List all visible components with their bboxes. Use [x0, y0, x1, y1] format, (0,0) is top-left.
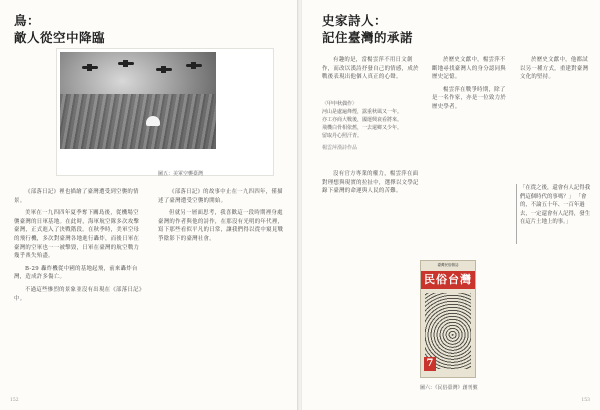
paragraph: 沒有官方專業的權力，楊雲萍在面對理想與現實的拉扯中，選擇以文學記錄下臺灣的命運與人民的苦難。	[322, 171, 419, 195]
magazine-title: 民俗台灣	[424, 273, 472, 286]
photo-landscape	[60, 94, 216, 149]
page-number-right: 153	[581, 398, 590, 403]
right-column-a-continued	[322, 170, 420, 200]
poem-line: 飛機白骨相依舊，一去還鄉又少年。	[322, 125, 403, 131]
paragraph: 但就另一層面思考，我喜歡這一段時期裡身處臺灣的作者與他的詩作，在那沒有光明的年代裡，寫下那些看似平凡的日常，讓我們得以從中窺見戰爭陰影下的臺灣社會。	[158, 210, 284, 242]
paragraph: 不過這些慘烈的景象並沒有出現在《部落日記》中。	[14, 286, 142, 302]
paragraph: 於歷史文獻中，楊雲萍不斷地尋找臺灣人的身分認同與歷史記憶。	[432, 57, 506, 81]
pull-quote	[520, 184, 594, 227]
left-column-2	[158, 188, 286, 393]
paragraph: 有趣的是，當楊雲萍不用日文創作，而改以漢詩抒發自己的情感，成於戰後表現出他個人真正的心聲。	[322, 57, 419, 81]
photo-caption: 圖五：美軍空襲臺灣	[158, 171, 204, 177]
plane-icon	[82, 66, 98, 69]
paragraph: 美軍在一九四四年夏季奪下關島後，從機場空襲臺灣的日軍基地。在此時，海軍航空隊多次攻擊臺灣，正式進入了決戰階段。在秋季時，美軍空母的飛行機，多次對臺灣各地進行轟炸，而後日軍在臺灣的空軍也一一被擊毀，日軍在臺灣的航空戰力幾乎喪失殆盡。	[14, 210, 140, 260]
air-raid-photo	[60, 52, 216, 149]
parachute-icon	[146, 116, 160, 126]
paragraph: 楊雲萍在戰爭時期，除了是一名作家，亦是一位致力於歷史學者。	[432, 86, 506, 110]
right-title-line1: 史家詩人：	[322, 13, 388, 28]
pull-quote-rule	[516, 184, 517, 244]
right-column-a	[322, 56, 420, 86]
paragraph: 《部落日記》的故事中止在一九四四年，僅描述了臺灣遭受空襲的開始。	[158, 189, 283, 204]
plane-icon	[156, 68, 172, 71]
poem-source: 楊雲萍漢詩作品	[322, 145, 358, 151]
poem-quote	[322, 100, 422, 152]
poem-line: 河山是處遍烽煙，露重秋風又一年。	[322, 109, 403, 115]
pull-quote-text: 「在從之後，還會有人記得我們這個時代的事嗎？」 「會的，不論五十年、一百年過去，一定還會有人記得，發生在這片土地上的事。」	[520, 185, 591, 226]
right-page	[302, 0, 600, 410]
paragraph: B-29 轟炸機從中國的基地起飛，前來轟炸台灣，造成許多傷亡。	[14, 265, 138, 281]
magazine-issue-number: 7	[424, 357, 436, 371]
paragraph: 於歷史文獻中，他都試以另一種方式，重建對臺灣文化的堅持。	[520, 57, 589, 81]
right-column-c	[520, 56, 592, 86]
left-title-block	[14, 12, 105, 46]
poem-line: 〈甲申秋偶作〉	[322, 101, 358, 107]
left-page	[0, 0, 298, 410]
right-title-block	[322, 12, 413, 46]
magazine-cover	[420, 260, 476, 378]
paragraph: 《部落日記》裡也描繪了臺灣遭受到空襲的情景。	[14, 189, 139, 204]
page-number-left: 152	[10, 398, 19, 403]
magazine-top-text: 臺灣民俗雜誌	[437, 263, 459, 267]
left-title-line2: 敵人從空中降臨	[14, 30, 106, 45]
plane-icon	[186, 64, 202, 67]
right-column-b	[432, 56, 510, 116]
right-title-line2: 記住臺灣的承諾	[322, 30, 414, 45]
left-title-line1: 鳥：	[14, 13, 41, 28]
magazine-caption: 圖六：《民俗臺灣》創刊號	[420, 385, 478, 391]
plane-icon	[118, 62, 134, 65]
poem-line: 留取丹心照汗青。	[322, 133, 363, 139]
left-column-1	[14, 188, 144, 393]
poem-line: 亦工亦商大戰後，國運興衰看將來。	[322, 117, 403, 123]
